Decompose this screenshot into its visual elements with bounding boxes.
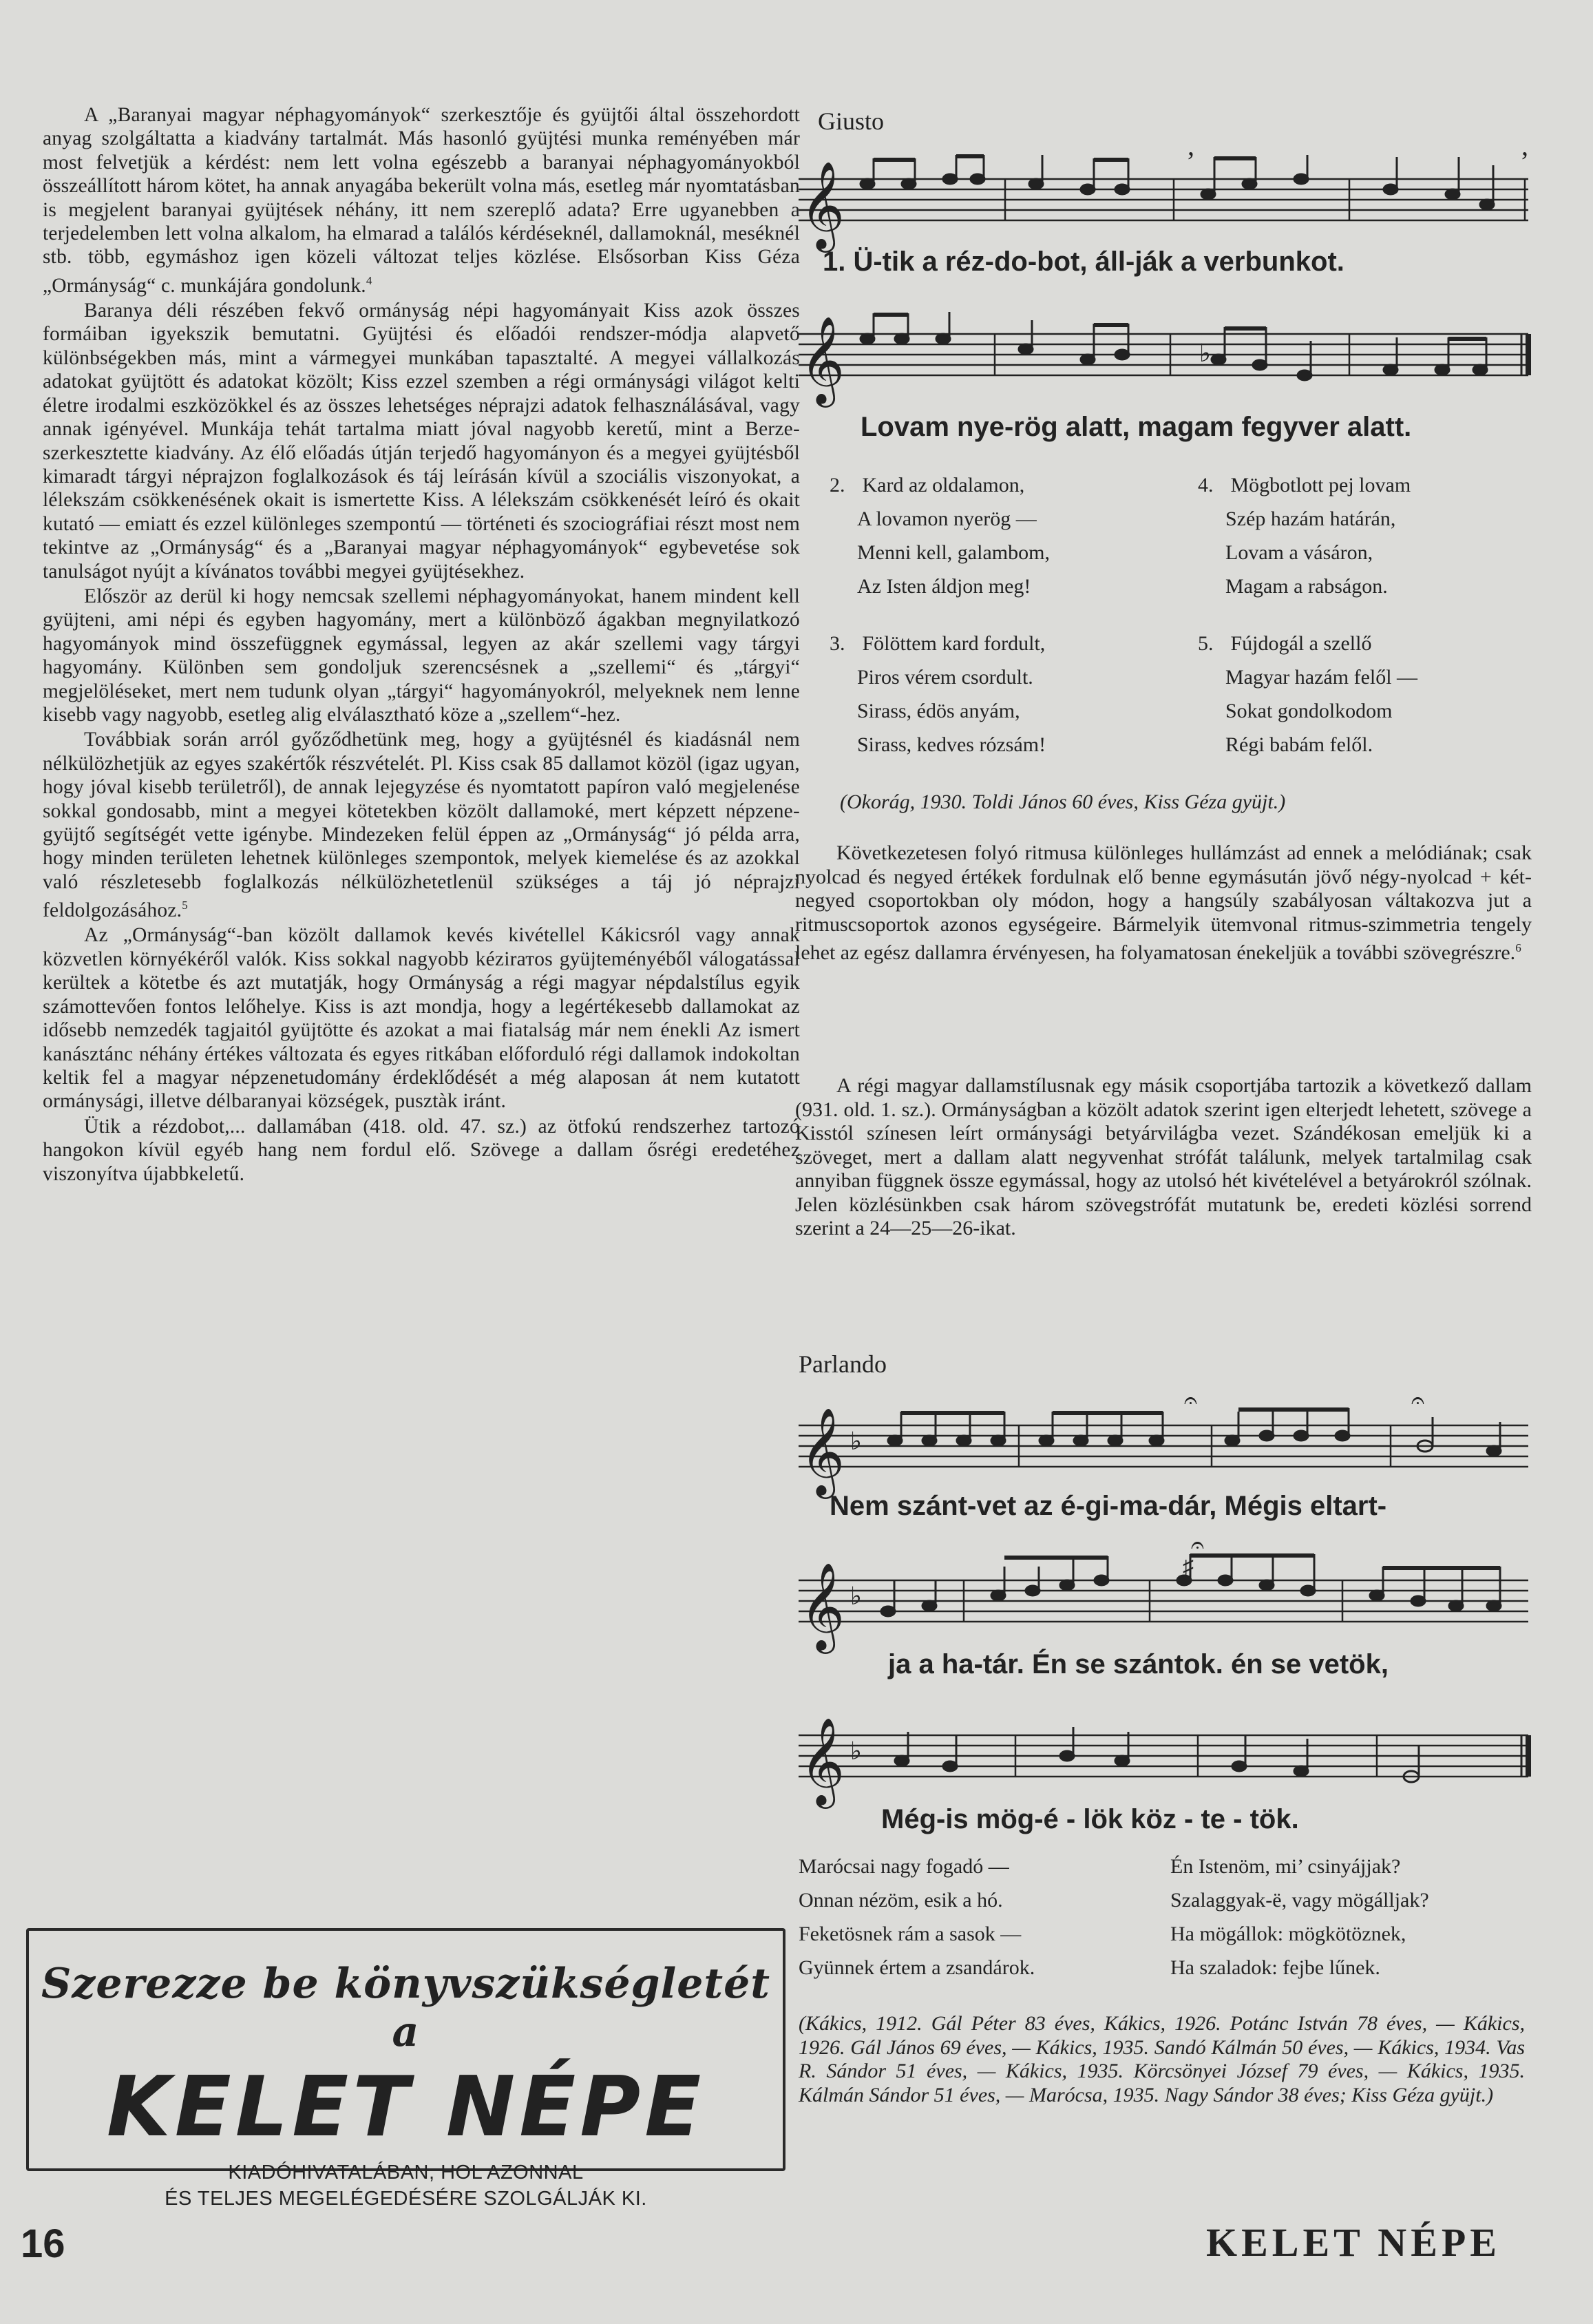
svg-text:𝄐: 𝄐 (1411, 1388, 1424, 1414)
left-paragraph-5: Az „Ormányság“-ban közölt dallamok kevés kivétellel Kákicsról vagy annak közvetlen környékéről valók. Kiss sokkal nagyobb kézirатos gyüjteményéből válogatással kerültek a kötetbe és azt mutatják, hogy Ormányság a régi magyar népdalstílus egyik számottevően fontos lelőhelye. Kiss is azt mondja, hogy a legértékesebb dallamokat az idősebb nemzedék tagjaitól gyüjtötte és azokat a mai fiatalság már nem énekli Az ismert kanásztánc néhány értékes változata és egyes ritkában előforduló régi dallamok indokoltan keltik fel a magyar népzenetudomány érdeklődését a még alaposan át nem kutatott ormánysági, illetve délbaranyai községek, pusztàk iránt. (43, 924, 800, 1113)
svg-text:♯: ♯ (1183, 1553, 1194, 1578)
song1-staff-2 (792, 293, 1535, 410)
svg-text:♭: ♭ (850, 1582, 862, 1610)
left-paragraph-3: Először az derül ki hogy nemcsak szellemi néphagyományokat, hanem mindent kell gyüjteni, ami népi és egyben hagyomány, mert a különböző ágakban megnyilatkozó hagyományok mind összefüggnek egymással, legyen az akár szellemi vagy tárgyi hagyomány. Különben sem gondoljuk szerencsésnek a „szellemi“ és „tárgyi“ megjelöléseket, mert nem tudunk olyan „tárgyi“ hagyományokról, melyeknek nem lenne kisebb vagy nagyobb, esetleg alig elválasztható köze a „szellem“-hez. (43, 585, 800, 726)
svg-text:♭: ♭ (1199, 339, 1211, 367)
song1-lyrics-2: Lovam nye-rög alatt, magam fegyver alatt. (861, 412, 1412, 442)
svg-text:,: , (1188, 138, 1194, 161)
right-paragraph-2: A régi magyar dallamstílusnak egy másik csoportjába tartozik a következő dallam (931. old. 1. sz.). Ormányságban a közölt adatok szerint igen elterjedt lehetett, szövege a Kisstól színesen leírt ormánysági betyárvilágba vezet. Szándékosan emeljük ki a szöveget, mert a dallam alatt negyvenhat strófát találunk, melyek tartalmilag csak annyiban függnek össze egymással, hogy az utolsó hét kivételével a betyárokról szólnak. Jelen közlésünkben csak három szövegstrófát mutatunk be, eredeti közlési sorrend szerint a 24—25—26-ikat. (795, 1074, 1532, 1239)
page-number: 16 (21, 2221, 65, 2266)
song2-lyrics-1: Nem szánt-vet az é-gi-ma-dár, Mégis eltart- (830, 1491, 1387, 1521)
song1-verse-2: 2. Kard az oldalamon, A lovamon nyerög — Menni kell, galambom, Az Isten áldjon meg! (830, 474, 1050, 598)
song2-lyrics-2: ja a ha-tár. Én se szántok. én se vetök, (888, 1649, 1389, 1679)
song2-staff-2 (792, 1539, 1535, 1656)
song2-tempo: Parlando (799, 1350, 887, 1378)
song2-credit: (Kákics, 1912. Gál Péter 83 éves, Kákics, 1926. Potánc István 78 éves, — Kákics, 1926. Gál János 69 éves, — Kákics, 1935. Sandó Kálmán 50 éves, — Kákics, 1934. Vas R. Sándor 51 éves, — Kákics, 1935. Körcsönyei József 79 éves, — Kákics, 1935. Kálmán Sándor 51 éves, — Marócsa, 1935. Nagy Sándor 38 éves; Kiss Géza gyüjt.) (799, 2012, 1525, 2106)
svg-text:𝄞: 𝄞 (800, 160, 845, 249)
left-paragraph-4: Továbbiak során arról győződhetünk meg, hogy a gyüjtésnél és kiadásnál nem nélkülözhetjük az egyes szakértők részvételét. Pl. Kiss csak 85 dallamot közöl (igaz ugyan, hogy jóval kisebb területről), de annak lejegyzése és nyomtatott papíron való megjelenése sokkal gondosabb, mint a megyei kötetekben közölt dallamoké, mert képzett népzene-gyüjtő segítségét vette igénybe. Mindezeken felül éppen az „Ormányság“ jó példa arra, hogy minden területen lehetnek különleges szempontok, melyek kiemelése és az azokkal való részletesebb foglalkozás nélkülözhetetlenül szükséges a táj jó néprajzi feldolgozásához.$^5$ (43, 729, 800, 922)
left-column (43, 103, 800, 1187)
svg-text:𝄞: 𝄞 (800, 315, 845, 404)
footer-magazine-title: KELET NÉPE (1206, 2220, 1501, 2265)
song2-staff-1 (792, 1384, 1535, 1501)
song2-verse-right: Én Istenöm, mi’ csinyájjak? Szalaggyak-ë, vagy mögálljak? Ha mögállok: mögkötöznek, Ha szaladok: fejbe lűnek. (1170, 1855, 1429, 1979)
right-paragraph-1: Következetesen folyó ritmusa különleges hullámzást ad ennek a melódiának; csak nyolcad és negyed értékek fordulnak elő benne egymásután jövő négy-nyolcad + két-negyed csoportokban oly módon, hogy a hangsúly szabályosan váltakozva jut a ritmuscsoportok azonos egységeire. Bármelyik ütemvonal ritmus-szimmetria tengely lehet az egész dallamra érvényesen, ha folyamatosan énekeljük a további szövegrészre.$^6$ (795, 841, 1532, 964)
svg-text:𝄞: 𝄞 (800, 1407, 845, 1495)
ad-slogan: Szerezze be könyvszükségletét a (41, 1960, 771, 2056)
song2-staff-3 (792, 1694, 1535, 1811)
svg-text:𝄐: 𝄐 (1191, 1539, 1204, 1558)
svg-text:,: , (1521, 138, 1528, 161)
song1-credit: (Okorág, 1930. Toldi János 60 éves, Kiss Géza gyüjt.) (840, 791, 1286, 813)
ad-line-1: KIADÓHIVATALÁBAN, HOL AZONNAL (228, 2161, 584, 2184)
ad-brand-logo: KELET NÉPE (106, 2060, 706, 2155)
svg-text:𝄞: 𝄞 (800, 1562, 845, 1650)
song1-lyrics-1: 1. Ü-tik a réz-do-bot, áll-ják a verbunkot. (823, 247, 1344, 277)
song1-verse-5: 5. Fújdogál a szellő Magyar hazám felől — Sokat gondolkodom Régi babám felől. (1198, 632, 1418, 756)
left-paragraph-6: Ütik a rézdobot,... dallamában (418. old. 47. sz.) az ötfokú rendszerhez tartozó hangokon kívül egyéb hang nem fordul elő. Szövege a dallam ősrégi eredetéhez viszonyítva újabbkeletű. (43, 1115, 800, 1185)
song1-verse-4: 4. Mögbotlott pej lovam Szép hazám határán, Lovam a vásáron, Magam a rabságon. (1198, 474, 1411, 598)
svg-text:𝄞: 𝄞 (800, 1717, 845, 1805)
advertisement-box (26, 1928, 785, 2210)
svg-text:𝄐: 𝄐 (1184, 1388, 1197, 1414)
song1-tempo: Giusto (818, 107, 885, 135)
left-paragraph-2: Baranya déli részében fekvő ormányság népi hagyományait Kiss azok összes formáiban igyekszik bemutatni. Gyüjtési és előadói rendszer-módja alapvető különbségekben más, mint a vármegyei munkában tapasztalté. A megyei vállalkozás adatokat gyüjtött és adatokat közölt; Kiss ezzel szemben a régi ormánysági világot kelti életre irodalmi eszközökkel és az összes lehetséges néprajzi adatok felhasználásával, vagy annak igényével. Munkája tehát tartalma miatt jóval nagyobb keretű, mint a Berze-szerkesztette kiadvány. Az élő előadás útján terjedő hagyományon és a megyei gyüjtésből kimaradt tárgyi néprajzon foglalkozások és táj leírásán kívül a szociális viszonyokat, a lélekszám csökkenésének okait is ismertette Kiss. A lélekszám csökkenését leíró és okait kutató — emiatt és ezzel különleges szempontú — történeti és szociográfiai részt most nem tekintve az „Ormányság“ és a „Baranyai magyar néphagyományok“ egybevetése sok tanulságot nyújt a kívánatos további megyei gyüjtésekhez. (43, 300, 800, 583)
ad-line-2: ÉS TELJES MEGELÉGEDÉSÉRE SZOLGÁLJÁK KI. (165, 2188, 647, 2210)
song2-verse-left: Marócsai nagy fogadó — Onnan nézöm, esik a hó. Feketösnek rám a sasok — Gyünnek értem a zsandárok. (799, 1855, 1035, 1979)
svg-text:♭: ♭ (850, 1737, 862, 1765)
svg-text:♭: ♭ (850, 1427, 862, 1455)
song1-staff-1 (792, 138, 1535, 255)
song1-verse-3: 3. Fölöttem kard fordult, Piros vérem csordult. Sirass, édös anyám, Sirass, kedves rózsám! (830, 632, 1046, 756)
left-paragraph-1: A „Baranyai magyar néphagyományok“ szerkesztője és gyüjtői által összehordott anyag szolgáltatta a kiadvány tartalmát. Más hasonló gyüjtési munka reményében már most felvetjük a kérdést: nem lett volna egészebb a baranyai néphagyományokból összeállított három kötet, ha annak anyagába bekerült volna más, esetleg már nyomtatásban is megjelent baranyai gyüjtések néhány, itt nem szereplő adata? Erre ugyanebben a terjedelemben lett volna alkalom, ha elmarad a találós kérdéseknél, dallamoknál, meséknél stb. több, egymáshoz igen közeli változat teljes közlése. Elsősorban Kiss Géza „Ormányság“ c. munkájára gondolunk.$^4$ (43, 104, 800, 297)
song2-lyrics-3: Még-is mög-é - lök köz - te - tök. (881, 1804, 1299, 1834)
